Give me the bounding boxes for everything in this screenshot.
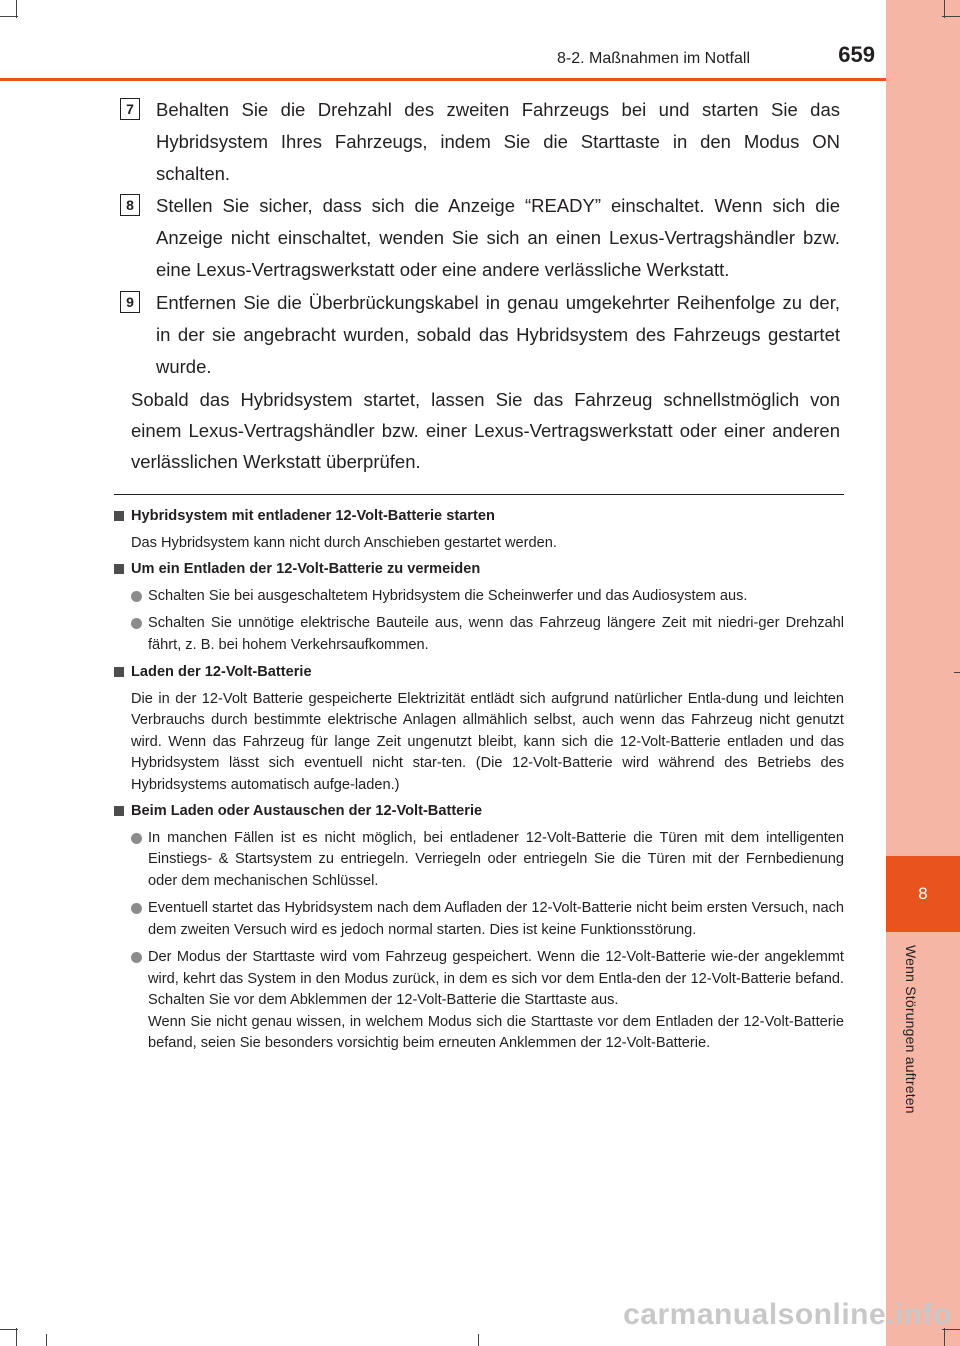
bullet-item bbox=[114, 898, 844, 941]
chapter-title: Wenn Störungen auftreten bbox=[903, 945, 919, 1114]
note-heading-text: Laden der 12-Volt-Batterie bbox=[131, 664, 312, 680]
note-heading-text: Beim Laden oder Austauschen der 12-Volt-Batterie bbox=[131, 803, 483, 819]
note-hybrid-start bbox=[114, 506, 844, 554]
step-9 bbox=[120, 287, 840, 383]
note-avoid-discharge bbox=[114, 559, 844, 656]
square-bullet-icon bbox=[114, 511, 124, 521]
bullet-item bbox=[114, 586, 844, 608]
summary-paragraph: Sobald das Hybridsystem startet, lassen Sie das Fahrzeug schnellstmöglich von einem Lexus-Vertragshändler bzw. einer Lexus-Vertragswerkstatt oder einer anderen verlässlichen Werkstatt überprüfen. bbox=[131, 389, 840, 472]
crop-mark bbox=[46, 1334, 47, 1346]
crop-mark bbox=[16, 1328, 17, 1346]
crop-mark bbox=[0, 1329, 18, 1330]
circle-bullet-icon bbox=[131, 618, 142, 629]
circle-bullet-icon bbox=[131, 903, 142, 914]
note-heading bbox=[114, 801, 844, 823]
step-text: Behalten Sie die Drehzahl des zweiten Fahrzeugs bei und starten Sie das Hybridsystem Ihres Fahrzeugs, indem Sie die Starttaste in den Modus ON schalten. bbox=[156, 99, 840, 184]
step-number-badge: 7 bbox=[120, 98, 140, 120]
step-text: Stellen Sie sicher, dass sich die Anzeige “READY” einschaltet. Wenn sich die Anzeige nicht einschaltet, wenden Sie sich an einen Lexus-Vertragshändler bzw. eine Lexus-Vertragswerkstatt oder eine andere verlässliche Werkstatt. bbox=[156, 195, 840, 280]
step-7 bbox=[120, 94, 840, 190]
crop-mark bbox=[942, 16, 960, 17]
note-heading bbox=[114, 506, 844, 528]
note-charging-replacing bbox=[114, 801, 844, 1055]
step-text: Entfernen Sie die Überbrückungskabel in genau umgekehrter Reihenfolge zu der, in der sie angebracht wurden, sobald das Hybridsystem des Fahrzeugs gestartet wurde. bbox=[156, 292, 840, 377]
bullet-text: Schalten Sie bei ausgeschaltetem Hybridsystem die Scheinwerfer und das Audiosystem aus. bbox=[148, 587, 748, 604]
note-body: Die in der 12-Volt Batterie gespeicherte Elektrizität entlädt sich aufgrund natürlicher Entla-dung und leichten Verbrauchs durch bestimmte elektrische Anlagen allmählich selbst, auch wenn das Fahrzeug nicht genutzt wird. Wenn das Fahrzeug für lange Zeit ungenutzt bleibt, kann sich die 12-Volt-Batterie entladen und das Hybridsystem lässt sich eventuell nicht star-ten. (Die 12-Volt-Batterie wird während des Betriebs des Hybridsystems automatisch aufge-laden.) bbox=[131, 690, 844, 793]
header-rule bbox=[0, 78, 886, 81]
notes-divider bbox=[114, 494, 844, 495]
crop-mark bbox=[0, 16, 18, 17]
bullet-text: Eventuell startet das Hybridsystem nach dem Aufladen der 12-Volt-Batterie nicht beim ersten Versuch, nach dem zweiten Versuch wird es jedoch normal starten. Dies ist keine Funktionsstörung. bbox=[148, 900, 844, 938]
circle-bullet-icon bbox=[131, 591, 142, 602]
note-charging bbox=[114, 662, 844, 796]
bullet-text: Der Modus der Starttaste wird vom Fahrzeug gespeichert. Wenn die 12-Volt-Batterie wie-der angeklemmt wird, kehrt das System in den Modus zurück, in dem es sich vor dem Entla-den der 12-Volt-Batterie befand. Schalten Sie vor dem Abklemmen der 12-Volt-Batterie die Starttaste aus. bbox=[148, 949, 844, 1008]
bullet-text: In manchen Fällen ist es nicht möglich, bei entladener 12-Volt-Batterie die Türen mit dem intelligenten Einstiegs- & Startsystem zu entriegeln. Verriegeln oder entriegeln Sie die Türen mit der Fernbedienung oder dem mechanischen Schlüssel. bbox=[148, 829, 844, 889]
notes-section bbox=[114, 506, 844, 1061]
step-8 bbox=[120, 190, 840, 286]
step-number-badge: 8 bbox=[120, 194, 140, 216]
bullet-text-continued: Wenn Sie nicht genau wissen, in welchem Modus sich die Starttaste vor dem Entladen der 12-Volt-Batterie befand, seien Sie besonders vorsichtig beim erneuten Anklemmen der 12-Volt-Batterie. bbox=[148, 1013, 844, 1051]
circle-bullet-icon bbox=[131, 833, 142, 844]
chapter-number-tab[interactable]: 8 bbox=[886, 856, 960, 932]
note-heading-text: Um ein Entladen der 12-Volt-Batterie zu vermeiden bbox=[131, 561, 481, 577]
square-bullet-icon bbox=[114, 564, 124, 574]
square-bullet-icon bbox=[114, 806, 124, 816]
note-heading bbox=[114, 559, 844, 581]
section-title: 8-2. Maßnahmen im Notfall bbox=[557, 50, 750, 67]
square-bullet-icon bbox=[114, 667, 124, 677]
step-number-badge: 9 bbox=[120, 291, 140, 313]
bullet-item bbox=[114, 828, 844, 893]
page-number: 659 bbox=[838, 42, 875, 67]
note-body: Das Hybridsystem kann nicht durch Anschieben gestartet werden. bbox=[131, 534, 557, 551]
bullet-item bbox=[114, 613, 844, 656]
bullet-text: Schalten Sie unnötige elektrische Bauteile aus, wenn das Fahrzeug längere Zeit mit niedri-ger Drehzahl fährt, z. B. bei hohem Verkehrsaufkommen. bbox=[148, 615, 844, 653]
note-heading-text: Hybridsystem mit entladener 12-Volt-Batterie starten bbox=[131, 508, 495, 524]
bullet-item bbox=[114, 947, 844, 1055]
watermark: carmanualsonline.info bbox=[623, 1298, 952, 1331]
crop-mark bbox=[954, 672, 960, 673]
note-heading bbox=[114, 662, 844, 684]
crop-mark bbox=[478, 1334, 479, 1346]
circle-bullet-icon bbox=[131, 952, 142, 963]
